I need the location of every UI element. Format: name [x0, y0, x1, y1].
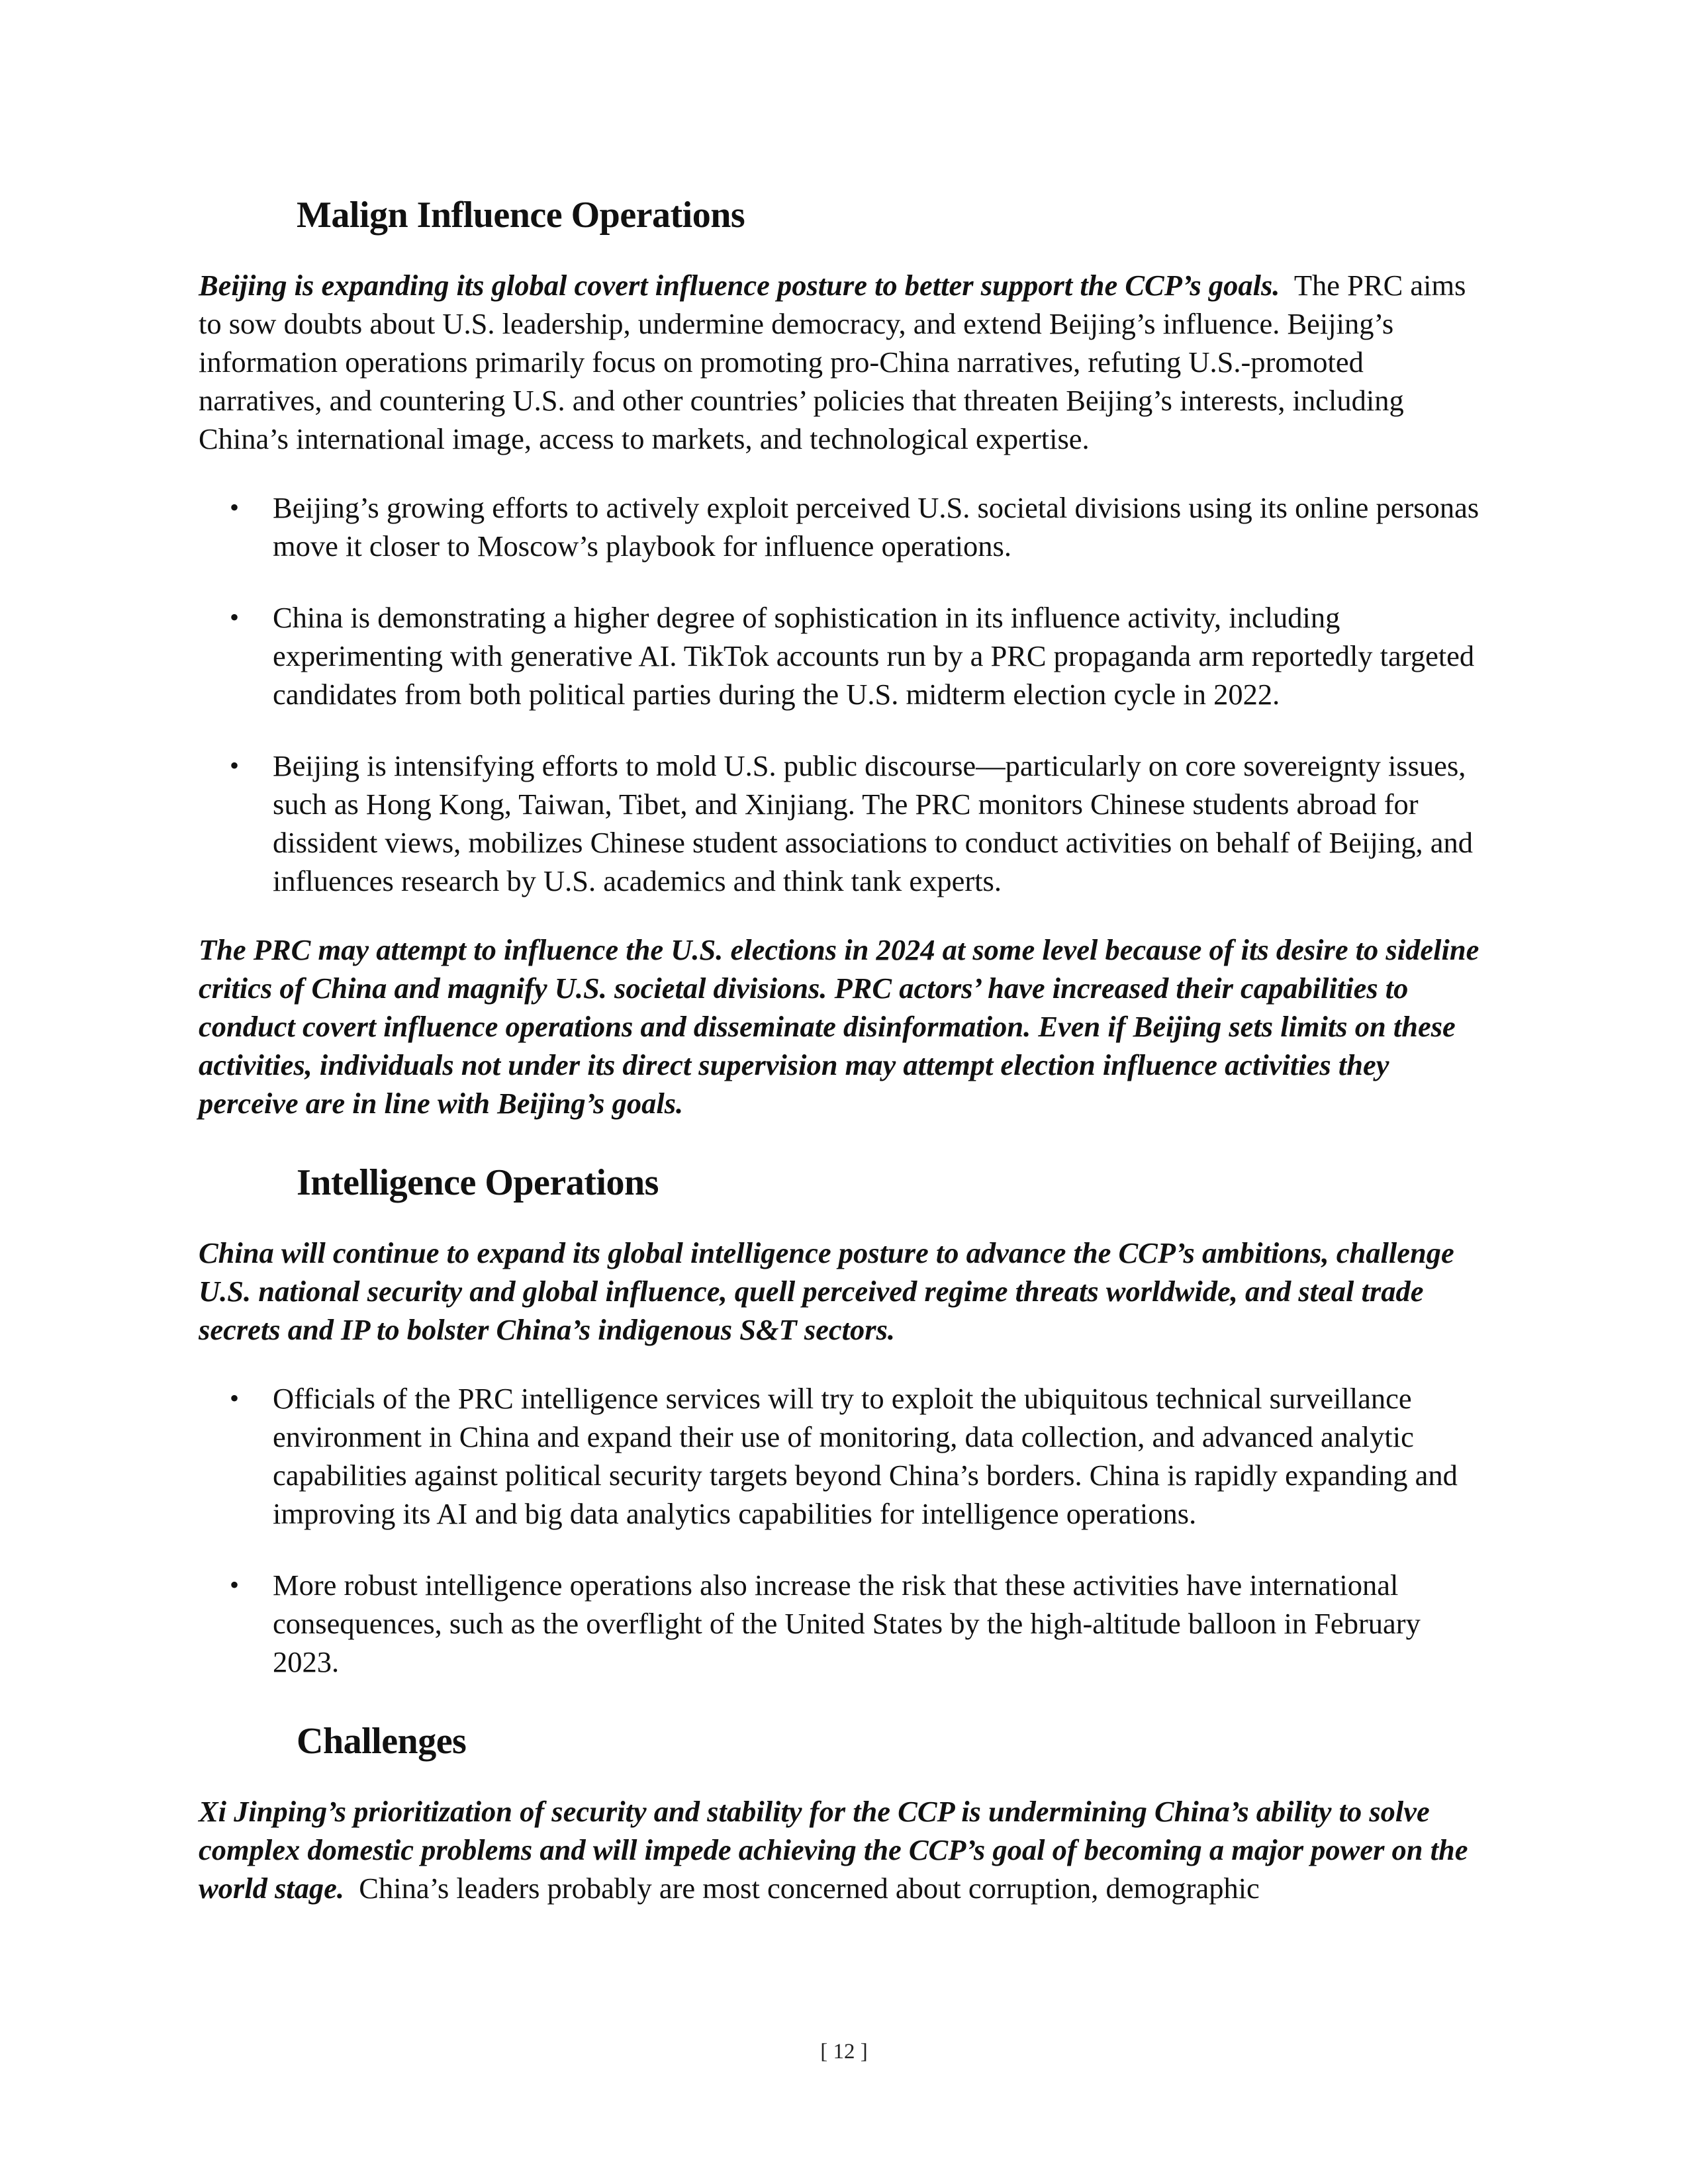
list-item	[199, 1566, 1489, 1681]
body-text: The PRC aims to sow doubts about U.S. leadership, undermine democracy, and extend Beijing’s influence. Beijing’s information operations primarily focus on promoting pro-China narratives, refuting U.S.-promoted narratives, and countering U.S. and other countries’ policies that threaten Beijing’s interests, including China’s international image, access to markets, and technological expertise.	[199, 269, 1466, 455]
list-item	[199, 1379, 1489, 1533]
bullet-icon: •	[230, 492, 240, 522]
bullet-text: Officials of the PRC intelligence services will try to exploit the ubiquitous technical surveillance environment in China and expand their use of monitoring, data collection, and advanced analytic capabilities against political security targets beyond China’s borders. China is rapidly expanding and improving its AI and big data analytics capabilities for intelligence operations.	[273, 1382, 1458, 1530]
bullet-icon: •	[230, 1383, 240, 1413]
bullet-icon: •	[230, 1570, 240, 1600]
section-heading-malign-influence: Malign Influence Operations	[297, 195, 745, 236]
paragraph-influence-intro	[199, 266, 1489, 458]
list-item	[199, 598, 1489, 713]
list-item	[199, 488, 1489, 565]
section-heading-intelligence-operations: Intelligence Operations	[297, 1162, 659, 1203]
bullet-icon: •	[230, 602, 240, 632]
list-item	[199, 747, 1489, 900]
lead-sentence: Beijing is expanding its global covert influence posture to better support the CCP’s goals.	[199, 269, 1280, 302]
paragraph-challenges-intro	[199, 1792, 1489, 1907]
bullet-text: China is demonstrating a higher degree of sophistication in its influence activity, including experimenting with generative AI. TikTok accounts run by a PRC propaganda arm reportedly targeted candidates from both political parties during the U.S. midterm election cycle in 2022.	[273, 601, 1475, 711]
bullet-list-intelligence	[199, 1379, 1489, 1681]
page-content	[199, 192, 1489, 1938]
bullet-icon: •	[230, 751, 240, 780]
paragraph-intelligence-intro: China will continue to expand its global intelligence posture to advance the CCP’s ambitions, challenge U.S. national security and global influence, quell perceived regime threats worldwide, and steal trade secrets and IP to bolster China’s indigenous S&T sectors.	[199, 1236, 1454, 1346]
paragraph-election-influence: The PRC may attempt to influence the U.S. elections in 2024 at some level because of its desire to sideline critics of China and magnify U.S. societal divisions. PRC actors’ have increased their capabilities to conduct covert influence operations and disseminate disinformation. Even if Beijing sets limits on these activities, individuals not under its direct supervision may attempt election influence activities they perceive are in line with Beijing’s goals.	[199, 933, 1479, 1120]
lead-sentence: Xi Jinping’s prioritization of security and stability for the CCP is undermining China’s ability to solve complex domestic problems and will impede achieving the CCP’s goal of becoming a major power on the world stage.	[199, 1795, 1468, 1905]
bullet-text: Beijing’s growing efforts to actively exploit perceived U.S. societal divisions using its online personas move it closer to Moscow’s playbook for influence operations.	[273, 491, 1479, 563]
page-number: [ 12 ]	[820, 2040, 868, 2064]
bullet-text: Beijing is intensifying efforts to mold U.S. public discourse—particularly on core sovereignty issues, such as Hong Kong, Taiwan, Tibet, and Xinjiang. The PRC monitors Chinese students abroad for dissident views, mobilizes Chinese student associations to conduct activities on behalf of Beijing, and influences research by U.S. academics and think tank experts.	[273, 749, 1474, 897]
bullet-text: More robust intelligence operations also increase the risk that these activities have international consequences, such as the overflight of the United States by the high-altitude balloon in February 2023.	[273, 1569, 1421, 1678]
bullet-list-influence	[199, 488, 1489, 900]
body-text: China’s leaders probably are most concerned about corruption, demographic	[359, 1872, 1260, 1905]
section-heading-challenges: Challenges	[297, 1721, 467, 1762]
